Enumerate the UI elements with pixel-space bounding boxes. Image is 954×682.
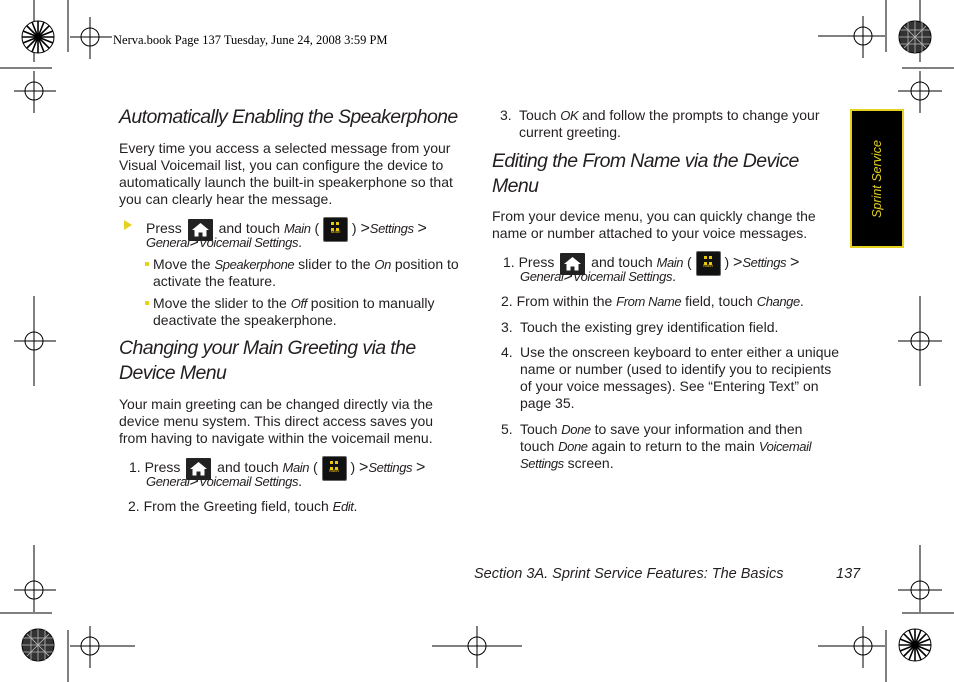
bullet-square-icon <box>145 262 149 266</box>
registration-burst-icon <box>899 629 931 661</box>
registration-burst-icon <box>22 629 54 661</box>
step-arrow-icon <box>124 220 132 230</box>
greeting-step-3: 3. Touch OK and follow the prompts to change your current greeting. <box>500 107 820 140</box>
bullet-speakerphone-on: Move the Speakerphone slider to the On position to activate the feature. <box>145 256 475 290</box>
main-menu-icon: Main <box>696 251 721 276</box>
footer-section-title: Section 3A. Sprint Service Features: The Basics <box>474 566 784 582</box>
greeting-paragraph: Your main greeting can be changed directly via the device menu system. This direct access saves you from having to navigate within the voicemail menu. <box>119 396 434 446</box>
greeting-step-2: 2. From the Greeting field, touch Edit. <box>128 498 358 514</box>
registration-burst-icon <box>22 21 54 53</box>
page-number: 137 <box>836 566 861 582</box>
main-menu-icon: Main <box>322 456 347 481</box>
section-heading-from-name: Editing the From Name via the Device Menu <box>492 150 799 197</box>
from-name-step-5: 5. Touch Done to save your information and then touch Done again to return to the main Voicemail Settings screen. <box>501 421 812 471</box>
registration-burst-icon <box>899 21 931 53</box>
section-heading-greeting: Changing your Main Greeting via the Device Menu <box>119 337 416 384</box>
from-name-step-2: 2. From within the From Name field, touch Change. <box>501 293 804 309</box>
speakerphone-paragraph: Every time you access a selected message from your Visual Voicemail list, you can configure the device to automatically launch the built-in speakerphone so that you can clearly hear the message. <box>119 140 453 207</box>
section-side-tab: Sprint Service <box>850 109 904 248</box>
from-name-step-3: 3. Touch the existing grey identification field. <box>501 319 779 335</box>
from-name-step-4: 4. Use the onscreen keyboard to enter either a unique name or number (used to identify you to recipients of your voice messages). See “Entering Text” on page 35. <box>501 344 840 411</box>
main-menu-icon: Main <box>323 217 348 242</box>
from-name-paragraph: From your device menu, you can quickly change the name or number attached to your voice messages. <box>492 208 816 241</box>
bullet-square-icon <box>145 301 149 305</box>
print-header: Nerva.book Page 137 Tuesday, June 24, 2008 3:59 PM <box>113 33 388 47</box>
bullet-speakerphone-off: Move the slider to the Off position to manually deactivate the speakerphone. <box>145 295 475 329</box>
section-heading-speakerphone: Automatically Enabling the Speakerphone <box>119 106 458 128</box>
